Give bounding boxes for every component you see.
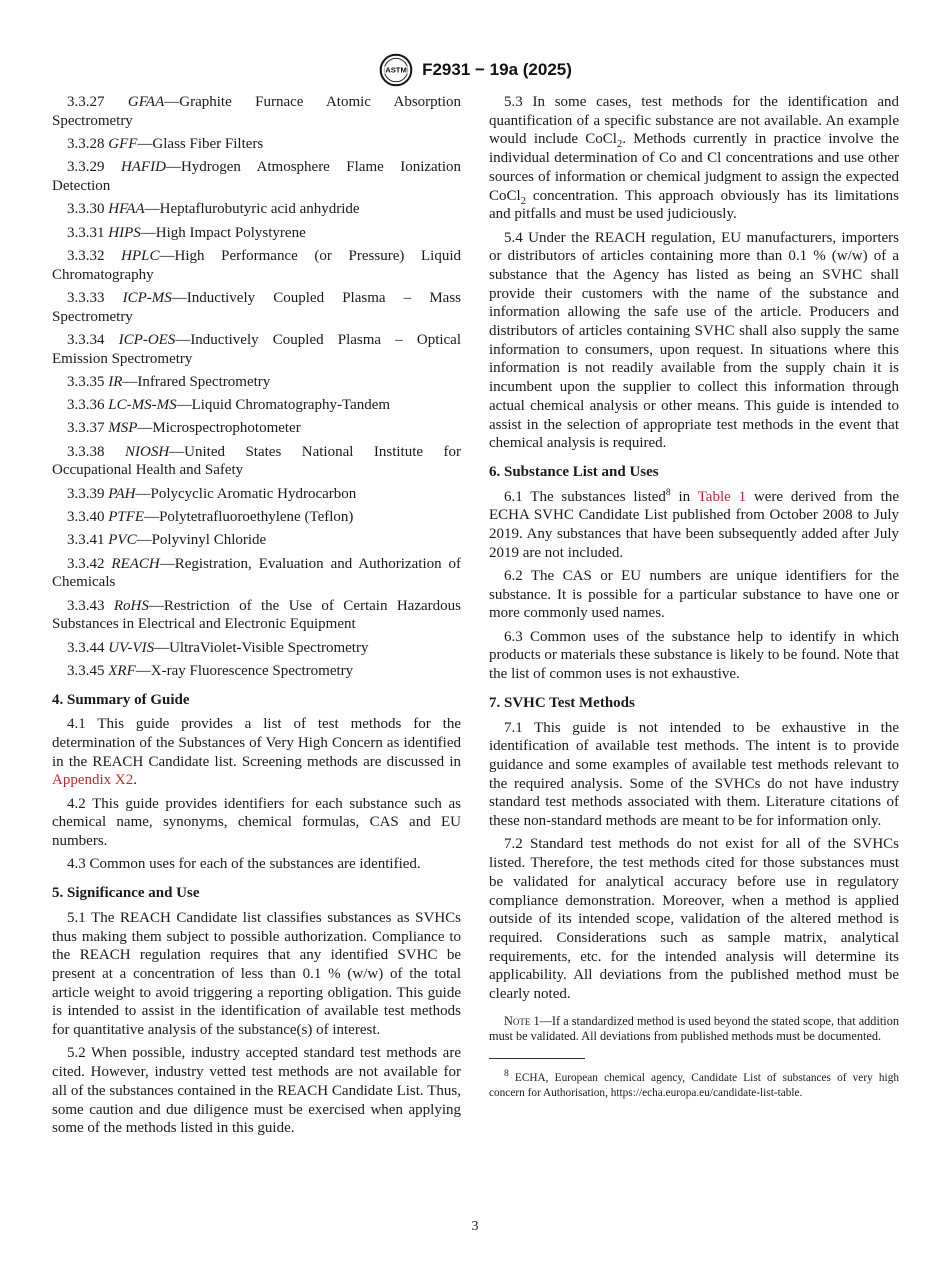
definition-item: 3.3.32 HPLC—High Performance (or Pressure) Liquid Chromatography [52,247,462,283]
definition-item: 3.3.44 UV-VIS—UltraViolet-Visible Spectrometry [67,639,369,656]
paragraph-5-2: 5.2 When possible, industry accepted standard test methods are cited. However, industry vetted test methods are not available for all of the substances contained in the REACH Candidate List. Thus, some caution and due diligence must be exercised when applying some of the methods listed in this guide. [52,1045,461,1137]
definition-abbreviation: HIPS [108,224,141,241]
logo-text: ASTM [385,65,407,75]
definition-item: 3.3.28 GFF—Glass Fiber Filters [67,136,264,152]
definition-abbreviation: HFAA [108,201,145,218]
definition-abbreviation: GFAA [127,94,165,110]
footnote-divider [489,1058,585,1059]
document-designation: F2931 − 19a (2025) [422,60,572,79]
footnote-8-ref[interactable]: 8 [665,487,671,498]
paragraph-6-1: 6.1 The substances listed$^8$ in Table 1 were derived from the ECHA SVHC Candidate List published from October 2008 to July 2019. Any substances that have been subsequently added after July 2019 are not included. [489,487,899,561]
astm-logo-icon [378,52,414,88]
definition-abbreviation: PVC [108,532,137,549]
definition-abbreviation: PTFE [108,509,145,526]
definition-abbreviation: RoHS [113,597,149,614]
definition-abbreviation: HPLC [121,247,160,264]
definitions-list [52,93,461,681]
paragraph-7-2: 7.2 Standard test methods do not exist for all of the SVHCs listed. Therefore, the test methods cited for those substances must be validated for analytical accuracy before use in regulatory compliance demonstration. Moreover, when a method is applied outside of its intended scope, validation of the altered method is required. Considerations such as sample matrix, analytical requirements, etc. for the intended analysis will determine its applicability. All deviations from the published method must be clearly noted. [489,836,899,1003]
definition-item: 3.3.35 IR—Infrared Spectrometry [67,373,271,390]
note-1: Note 1—If a standardized method is used beyond the stated scope, that addition must be validated. All deviations from published methods must be documented. [489,1013,899,1043]
right-column [489,93,899,1101]
definition-abbreviation: ICP-OES [118,331,176,348]
definition-abbreviation: XRF [108,662,136,679]
definition-item: 3.3.39 PAH—Polycyclic Aromatic Hydrocarbon [67,485,357,502]
definition-abbreviation: LC-MS-MS [108,397,177,414]
footnote-8: $^8$ ECHA, European chemical agency, Candidate List of substances of very high concern for Authorisation, https://echa.europa.eu/candidate-list-table. [489,1069,899,1100]
paragraph-6-3: 6.3 Common uses of the substance help to identify in which products or materials these substance is likely to be found. Note that the list of common uses is not exhaustive. [489,628,899,683]
paragraph-5-1: 5.1 The REACH Candidate list classifies substances as SVHCs thus making them subject to possible authorization. Compliance to the REACH regulation requires that any identified SVHC be present at a concentration of less than 0.1 % (w/w) of the total article weight to avoid triggering a reporting obligation. This guide is intended to assist in the identification of available test methods for quantitative analysis of the substance(s) of interest. [52,909,461,1039]
definition-abbreviation: REACH [111,555,160,572]
definition-item: 3.3.30 HFAA—Heptaflurobutyric acid anhydride [67,201,360,218]
definition-abbreviation: GFF [108,136,138,152]
appendix-x2-link[interactable]: Appendix X2 [52,772,134,789]
table-1-link[interactable]: Table 1 [697,488,747,505]
definition-item: 3.3.31 HIPS—High Impact Polystyrene [67,224,306,241]
definition-item: 3.3.40 PTFE—Polytetrafluoroethylene (Teflon) [67,509,354,526]
definition-abbreviation: MSP [108,420,138,437]
definition-item: 3.3.38 NIOSH—United States National Institute for Occupational Health and Safety [52,443,461,479]
definition-item: 3.3.36 LC-MS-MS—Liquid Chromatography-Tandem [67,397,391,414]
definition-abbreviation: IR [108,373,123,390]
definition-item: 3.3.45 XRF—X-ray Fluorescence Spectrometry [67,662,354,679]
section-4-heading: 4. Summary of Guide [52,691,190,708]
section-7-heading: 7. SVHC Test Methods [489,694,635,711]
definition-item: 3.3.29 HAFID—Hydrogen Atmosphere Flame Ionization Detection [52,159,462,194]
definition-item: 3.3.41 PVC—Polyvinyl Chloride [67,532,267,549]
definition-abbreviation: HAFID [120,159,166,176]
definition-item: 3.3.43 RoHS—Restriction of the Use of Certain Hazardous Substances in Electrical and Electronic Equipment [52,597,461,633]
definition-abbreviation: PAH [108,485,136,502]
page-header [0,52,950,88]
paragraph-7-1: 7.1 This guide is not intended to be exhaustive in the identification of available test methods. The intent is to provide guidance and some examples of available test methods relevant to the required analysis. Some of the SVHCs do not have industry standard test methods associated with them. Literature citations of these non-standard methods are meant to be for information only. [489,719,899,830]
definition-abbreviation: NIOSH [124,443,170,460]
definition-item: 3.3.42 REACH—Registration, Evaluation and Authorization of Chemicals [52,555,462,591]
paragraph-5-3: 5.3 In some cases, test methods for the identification and quantification of a specific substance are not available. An example would include CoCl$_2$. Methods currently in practice involve the individual determination of Co and Cl concentrations and use other sources of information or chemical judgment to assign the expected CoCl$_2$ concentration. This approach obviously has its limitations and pitfalls and must be used judiciously. [489,94,900,223]
section-6-heading: 6. Substance List and Uses [489,463,659,480]
paragraph-5-4: 5.4 Under the REACH regulation, EU manufacturers, importers or distributors of articles containing more than 0.1 % (w/w) of a substance that the Agency has listed as being an SVHC shall provide their customers with the name of the substance and information allowing the safe use of the article. Producers and distributors of articles containing SVHC shall also supply the same information to consumers, upon request. In situations where this information is not readily available from the supply chain it is incumbent upon the supplier to collect this information through actual chemical analysis or other means. This guide is intended to assist in the selection of appropriate test methods in the event that chemical analysis is required. [489,229,899,452]
paragraph-4-3: 4.3 Common uses for each of the substances are identified. [67,856,421,873]
definition-abbreviation: UV-VIS [108,639,155,656]
page-number: 3 [471,1219,479,1234]
section-5-heading: 5. Significance and Use [52,885,200,902]
paragraph-4-1: 4.1 This guide provides a list of test methods for the determination of the Substances of Very High Concern as identified in the REACH Candidate list. Screening methods are discussed in Appendix X2. [52,716,461,789]
definition-abbreviation: ICP-MS [122,289,172,306]
definition-item: 3.3.27 GFAA—Graphite Furnace Atomic Absorption Spectrometry [52,94,461,129]
definition-item: 3.3.33 ICP-MS—Inductively Coupled Plasma – Mass Spectrometry [52,289,461,325]
paragraph-4-2: 4.2 This guide provides identifiers for each substance such as chemical name, synonyms, chemical formulas, CAS and EU numbers. [52,795,461,850]
paragraph-6-2: 6.2 The CAS or EU numbers are unique identifiers for the substance. It is possible for a particular substance to have one or more commonly used names. [489,568,899,622]
left-column [52,93,461,1143]
definition-item: 3.3.37 MSP—Microspectrophotometer [67,420,301,437]
definition-item: 3.3.34 ICP-OES—Inductively Coupled Plasma – Optical Emission Spectrometry [52,331,462,367]
